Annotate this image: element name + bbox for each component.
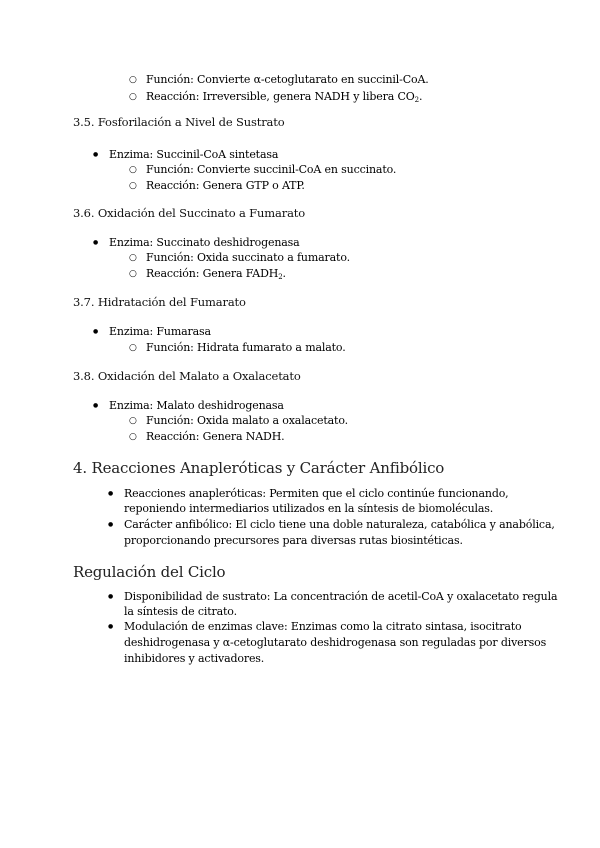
subscript: 2 (414, 96, 419, 104)
list-item-continuation: proporcionando precursores para diversas rutas biosintéticas. (124, 534, 463, 547)
list-item: ○ Función: Convierte succinil-CoA en succinato. (146, 163, 396, 177)
section-heading: 3.7. Hidratación del Fumarato (73, 295, 246, 309)
list-item: ● Enzima: Succinato deshidrogenasa (109, 236, 300, 250)
punctuation: . (418, 90, 423, 103)
list-item (146, 73, 429, 87)
list-item: ○ Función: Oxida succinato a fumarato. (146, 251, 350, 265)
list-item: ● Disponibilidad de sustrato: La concentración de acetil-CoA y oxalacetato regula (124, 590, 557, 604)
section-heading: 3.8. Oxidación del Malato a Oxalacetato (73, 369, 301, 383)
list-item: ● Modulación de enzimas clave: Enzimas como la citrato sintasa, isocitrato (124, 620, 522, 634)
list-item: ○ Reacción: Genera GTP o ATP. (146, 179, 305, 193)
list-item: ● Reacciones anapleróticas: Permiten que el ciclo continúe funcionando, (124, 487, 509, 501)
section-heading: 3.6. Oxidación del Succinato a Fumarato (73, 206, 306, 220)
list-item-continuation: deshidrogenasa y α-cetoglutarato deshidrogenasa son reguladas por diversos (124, 636, 547, 649)
list-item: ● Enzima: Succinil-CoA sintetasa (109, 148, 278, 162)
list-item: ○ Función: Oxida malato a oxalacetato. (146, 414, 348, 428)
section-heading: 4. Reacciones Anapleróticas y Carácter Anfibólico (73, 459, 445, 477)
funcion-text: Función: Convierte α-cetoglutarato en succinil-CoA. (146, 73, 429, 86)
subscript: 2 (278, 273, 283, 281)
list-item: ● Enzima: Malato deshidrogenasa (109, 399, 284, 413)
list-item: ● Enzima: Fumarasa (109, 325, 211, 339)
list-item-continuation: reponiendo intermediarios utilizados en la síntesis de biomoléculas. (124, 502, 494, 515)
list-item (146, 267, 286, 281)
list-item: ● Carácter anfibólico: El ciclo tiene una doble naturaleza, catabólica y anabólica, (124, 518, 555, 532)
list-item-continuation: la síntesis de citrato. (124, 605, 237, 618)
list-item: ○ Función: Hidrata fumarato a malato. (146, 341, 346, 355)
section-heading: 3.5. Fosforilación a Nivel de Sustrato (73, 115, 285, 129)
reaccion-text: Reacción: Irreversible, genera NADH y libera CO (146, 90, 415, 103)
list-item: ○ Reacción: Genera NADH. (146, 430, 284, 444)
reaccion-text: Reacción: Genera FADH (146, 267, 279, 280)
punctuation: . (282, 267, 286, 280)
list-item-continuation: inhibidores y activadores. (124, 652, 265, 665)
list-item (146, 90, 422, 104)
section-heading: Regulación del Ciclo (73, 563, 226, 581)
